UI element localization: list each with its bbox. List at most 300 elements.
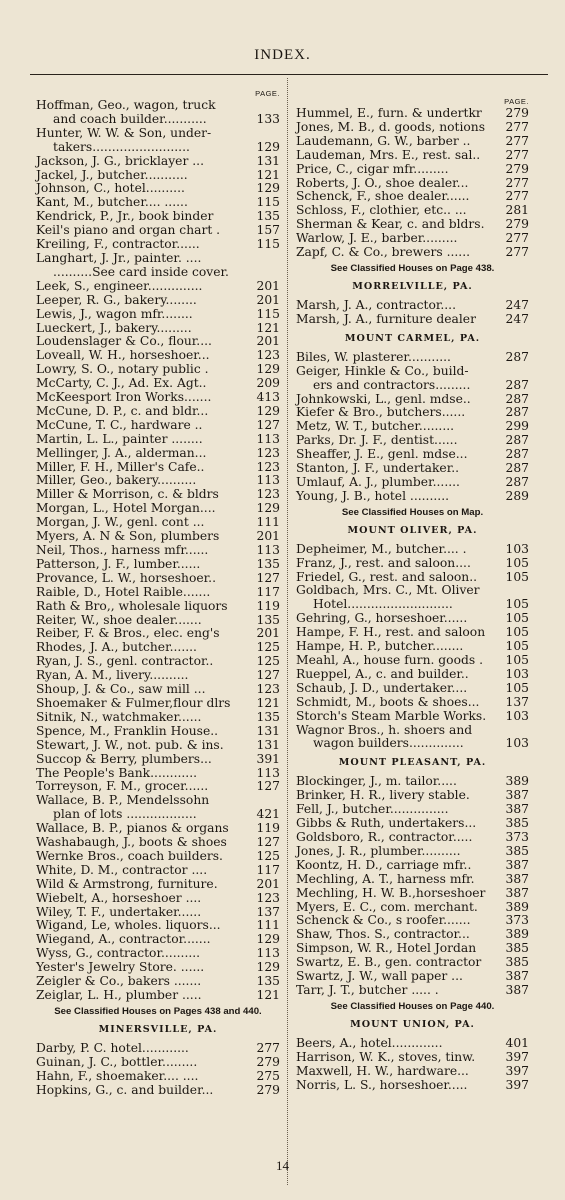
entry-name: Schaub, J. D., undertaker.... [296, 680, 468, 695]
entry-page: 119 [256, 821, 280, 836]
index-entry [296, 584, 529, 598]
entry-page: 287 [505, 349, 529, 364]
index-entry [296, 654, 529, 668]
index-entry [296, 232, 529, 246]
index-entry [36, 447, 280, 461]
entry-name: Hunter, W. W. & Son, under- [36, 125, 212, 140]
index-entry [296, 420, 529, 434]
entry-name: Laudeman, Mrs. E., rest. sal.. [296, 147, 481, 162]
entry-page: 387 [505, 885, 529, 900]
entry-page: 135 [256, 556, 280, 571]
entry-page: 201 [256, 529, 280, 544]
entry-name: Jackson, J. G., bricklayer ... [36, 153, 204, 168]
index-entry [36, 349, 280, 363]
entry-name: Young, J. B., hotel .......... [296, 488, 450, 503]
entry-name: Warlow, J. E., barber......... [296, 231, 458, 246]
entry-name: Miller & Morrison, c. & bldrs [36, 487, 219, 502]
entry-name: Marsh, J. A., contractor.... [296, 297, 457, 312]
entry-name: Sitnik, N., watchmaker...... [36, 709, 202, 724]
entry-name: Reiber, F. & Bros., elec. eng's [36, 626, 220, 641]
entry-page: 389 [505, 927, 529, 942]
entry-name: Hahn, F., shoemaker.... .... [36, 1068, 199, 1083]
entry-page: 279 [256, 1082, 280, 1097]
entry-name: Guinan, J. C., bottler......... [36, 1054, 198, 1069]
index-entry [36, 308, 280, 322]
entry-name: Sherman & Kear, c. and bldrs. [296, 217, 485, 232]
entry-page: 117 [256, 584, 280, 599]
index-entry [36, 892, 280, 906]
entry-page: 125 [256, 654, 280, 669]
entry-page: 103 [505, 708, 529, 723]
index-entry [36, 127, 280, 141]
entry-name: Morgan, J. W., genl. cont ... [36, 515, 205, 530]
entry-name: plan of lots .................. [53, 807, 197, 822]
index-entry [36, 780, 280, 794]
index-entry [36, 822, 280, 836]
entry-page: 277 [505, 175, 529, 190]
page-column-label: PAGE. [504, 97, 529, 106]
entry-name: Goldsboro, R., contractor..... [296, 829, 473, 844]
entry-page: 201 [256, 626, 280, 641]
index-entry [296, 1051, 529, 1065]
entry-page: 129 [256, 362, 280, 377]
right-column [296, 97, 529, 1092]
entry-name: Johnkowski, L., genl. mdse.. [296, 391, 471, 406]
index-entry [36, 182, 280, 196]
entry-page: 103 [505, 666, 529, 681]
index-entry [36, 419, 280, 433]
classified-note: See Classified Houses on Pages 438 and 440. [54, 1005, 262, 1017]
entry-page: 413 [256, 390, 280, 405]
entry-name: Schmidt, M., boots & shoes... [296, 694, 480, 709]
entry-name: Wallace, B. P., pianos & organs [36, 821, 229, 836]
entry-page: 373 [505, 829, 529, 844]
entry-name: Simpson, W. R., Hotel Jordan [296, 941, 477, 956]
page-number: 14 [276, 1158, 289, 1173]
index-entry [296, 598, 529, 612]
classified-note: See Classified Houses on Map. [341, 506, 484, 518]
entry-name: Hopkins, G., c. and builder... [36, 1082, 214, 1097]
entry-page: 421 [256, 807, 280, 822]
entry-name: Neil, Thos., harness mfr...... [36, 543, 209, 557]
entry-page: 105 [505, 680, 529, 695]
entry-name: Zeiglar, L. H., plumber ..... [36, 988, 202, 1002]
entry-page: 111 [256, 515, 280, 530]
entry-page: 125 [256, 640, 280, 655]
entry-name: Norris, L. S., horseshoer..... [296, 1077, 468, 1092]
entry-page: 125 [256, 848, 280, 863]
entry-name: Wiebelt, A., horseshoer .... [36, 890, 202, 905]
entry-page: 277 [256, 1040, 280, 1055]
entry-name: Johnson, C., hotel.......... [36, 181, 185, 196]
entry-name: Shaw, Thos. S., contractor... [296, 927, 470, 942]
entry-page: 127 [256, 779, 280, 794]
index-entry [36, 461, 280, 475]
index-entry [36, 294, 280, 308]
entry-page: 127 [256, 668, 280, 683]
index-entry [296, 448, 529, 462]
index-entry [296, 1037, 529, 1051]
entry-page: 123 [256, 445, 280, 460]
index-entry [296, 299, 529, 313]
index-entry [36, 1042, 280, 1056]
entry-page: 387 [505, 802, 529, 817]
index-entry [296, 149, 529, 163]
entry-name: Gibbs & Ruth, undertakers... [296, 816, 477, 831]
index-entry [296, 626, 529, 640]
entry-page: 131 [256, 153, 280, 168]
entry-name: Kiefer & Bro., butchers...... [296, 405, 466, 420]
index-entry [36, 99, 280, 113]
entry-page: 247 [505, 311, 529, 326]
entry-page: 119 [256, 598, 280, 613]
index-entry [36, 238, 280, 252]
entry-name: Wagnor Bros., h. shoers and [296, 722, 473, 737]
entry-page: 281 [505, 203, 529, 218]
index-entry [296, 724, 529, 738]
entry-page: 279 [505, 161, 529, 176]
entry-name: Spence, M., Franklin House.. [36, 723, 219, 738]
entry-name: McKeesport Iron Works....... [36, 390, 212, 405]
index-entry [36, 391, 280, 405]
index-entry [36, 586, 280, 600]
entry-page: 277 [505, 133, 529, 148]
entry-name: Lowry, S. O., notary public . [36, 362, 209, 377]
entry-name: Marsh, J. A., furniture dealer [296, 311, 476, 326]
index-entry [36, 975, 280, 989]
entry-name: Langhart, J. Jr., painter. .... [36, 250, 202, 265]
index-entry [296, 351, 529, 365]
index-entry [36, 933, 280, 947]
index-entry [296, 873, 529, 887]
index-entry [296, 313, 529, 327]
entry-name: Mechling, A. T., harness mfr. [296, 871, 475, 886]
entry-page: 279 [256, 1054, 280, 1069]
entry-name: Lueckert, J., bakery......... [36, 320, 192, 335]
entry-page: 299 [505, 419, 529, 434]
index-entry [36, 919, 280, 933]
classified-note: See Classified Houses on Page 438. [330, 262, 495, 274]
entry-name: Mechling, H. W. B.,horseshoer [296, 885, 486, 900]
entry-page: 123 [256, 890, 280, 905]
entry-name: Kendrick, P., Jr., book binder [36, 209, 214, 224]
entry-page: 123 [256, 348, 280, 363]
index-entry [296, 121, 529, 135]
entry-page: 129 [256, 181, 280, 196]
entry-page: 117 [256, 862, 280, 877]
entry-page: 135 [256, 612, 280, 627]
entry-page: 129 [256, 960, 280, 975]
index-entry [296, 640, 529, 654]
entry-page: 127 [256, 835, 280, 850]
entry-name: Zeigler & Co., bakers ....... [36, 974, 202, 989]
index-entry [296, 845, 529, 859]
entry-name: Harrison, W. K., stoves, tinw. [296, 1049, 476, 1064]
entry-page: 201 [256, 292, 280, 307]
entry-page: 129 [256, 403, 280, 418]
index-entry [296, 571, 529, 585]
index-entry [36, 252, 280, 266]
entry-name: Leek, S., engineer.............. [36, 278, 203, 293]
index-entry [36, 322, 280, 336]
section-heading: MORRELVILLE, PA. [352, 280, 473, 292]
entry-name: Jones, J. R., plumber.......... [296, 843, 461, 858]
index-entry [296, 476, 529, 490]
entry-page: 389 [505, 774, 529, 789]
section-heading: MOUNT PLEASANT, PA. [338, 757, 487, 769]
entry-page: 397 [505, 1049, 529, 1064]
entry-name: Fell, J., butcher............... [296, 802, 449, 817]
index-entry [36, 767, 280, 781]
index-entry [36, 864, 280, 878]
entry-page: 105 [505, 653, 529, 667]
entry-page: 115 [256, 306, 280, 321]
entry-page: 387 [505, 969, 529, 984]
entry-name: Wallace, B. P., Mendelssohn [36, 793, 210, 808]
entry-name: Hampe, H. P., butcher........ [296, 639, 464, 654]
index-entry [296, 557, 529, 571]
index-entry [296, 107, 529, 121]
entry-page: 121 [256, 320, 280, 335]
index-entry [36, 502, 280, 516]
entry-page: 277 [505, 189, 529, 204]
entry-name: Wyss, G., contractor.......... [36, 946, 201, 961]
entry-name: Meahl, A., house furn. goods . [296, 653, 483, 667]
index-entry [296, 956, 529, 970]
entry-name: Metz, W. T., butcher......... [296, 419, 455, 434]
entry-page: 135 [256, 209, 280, 224]
index-entry [36, 335, 280, 349]
entry-page: 401 [505, 1035, 529, 1050]
index-entry [36, 725, 280, 739]
entry-page: 105 [505, 555, 529, 570]
page-title: INDEX. [254, 47, 311, 63]
entry-page: 135 [256, 974, 280, 989]
entry-name: Wiegand, A., contractor....... [36, 932, 211, 947]
entry-name: Tarr, J. T., butcher ..... . [296, 982, 439, 997]
entry-page: 287 [505, 377, 529, 392]
entry-page: 127 [256, 570, 280, 585]
index-entry [36, 947, 280, 961]
entry-name: Wiley, T. F., undertaker...... [36, 904, 202, 919]
entry-page: 289 [505, 488, 529, 503]
index-entry [36, 363, 280, 377]
entry-name: Umlauf, A. J., plumber....... [296, 474, 460, 489]
index-entry [36, 210, 280, 224]
entry-page: 113 [256, 473, 280, 488]
entry-name: Rath & Bro,, wholesale liquors [36, 598, 228, 613]
index-entry [36, 433, 280, 447]
index-entry [36, 224, 280, 238]
index-entry [296, 737, 529, 751]
entry-page: 201 [256, 278, 280, 293]
entry-page: 373 [505, 913, 529, 928]
entry-name: Loveall, W. H., horseshoer... [36, 348, 210, 363]
entry-name: Hotel........................... [313, 597, 453, 612]
left-column [36, 89, 280, 1098]
entry-name: Ryan, A. M., livery.......... [36, 668, 189, 683]
entry-name: Shoemaker & Fulmer,flour dlrs [36, 695, 231, 710]
index-entry [296, 543, 529, 557]
entry-page: 389 [505, 899, 529, 914]
entry-page: 287 [505, 391, 529, 406]
entry-page: 287 [505, 461, 529, 476]
entry-name: Yester's Jewelry Store. ...... [36, 960, 205, 975]
entry-page: 103 [505, 736, 529, 751]
entry-name: Stanton, J. F., undertaker.. [296, 461, 460, 476]
index-entry [296, 393, 529, 407]
section-heading: MINERSVILLE, PA. [98, 1023, 218, 1035]
index-entry [36, 474, 280, 488]
entry-name: Rueppel, A., c. and builder.. [296, 666, 469, 681]
index-entry [296, 668, 529, 682]
index-entry [36, 405, 280, 419]
entry-page: 385 [505, 816, 529, 831]
index-entry [296, 163, 529, 177]
entry-page: 105 [505, 639, 529, 654]
entry-name: Reiter, W., shoe dealer....... [36, 612, 202, 627]
entry-name: Wernke Bros., coach builders. [36, 848, 223, 863]
entry-name: Miller, F. H., Miller's Cafe.. [36, 459, 205, 474]
index-entry [296, 434, 529, 448]
index-entry [296, 831, 529, 845]
entry-name: Hummel, E., furn. & undertkr [296, 106, 482, 120]
index-entry [36, 961, 280, 975]
index-entry [296, 928, 529, 942]
entry-page: 385 [505, 941, 529, 956]
index-entry [36, 1056, 280, 1070]
entry-page: 387 [505, 871, 529, 886]
header-rule [30, 74, 548, 75]
entry-name: McCarty, C. J., Ad. Ex. Agt.. [36, 376, 207, 391]
index-entry [296, 789, 529, 803]
section-heading: MOUNT UNION, PA. [350, 1018, 475, 1030]
entry-page: 123 [256, 487, 280, 502]
index-entry [36, 600, 280, 614]
index-entry [296, 1079, 529, 1093]
index-entry [36, 850, 280, 864]
entry-page: 105 [505, 569, 529, 584]
entry-name: Zapf, C. & Co., brewers ...... [296, 245, 471, 260]
page-column-label: PAGE. [255, 89, 280, 98]
entry-name: Biles, W. plasterer........... [296, 349, 451, 364]
index-entry [36, 266, 280, 280]
index-entry [36, 808, 280, 822]
entry-name: Keil's piano and organ chart . [36, 223, 221, 238]
entry-name: Swartz, J. W., wall paper ... [296, 969, 463, 984]
index-entry [36, 711, 280, 725]
entry-page: 131 [256, 737, 280, 752]
entry-page: 135 [256, 709, 280, 724]
entry-page: 113 [256, 765, 280, 780]
index-entry [36, 155, 280, 169]
index-entry [36, 544, 280, 558]
entry-page: 113 [256, 431, 280, 446]
entry-page: 277 [505, 147, 529, 162]
index-entry [36, 655, 280, 669]
entry-page: 387 [505, 788, 529, 803]
index-entry [296, 901, 529, 915]
entry-page: 391 [256, 751, 280, 766]
index-entry [296, 177, 529, 191]
index-entry [36, 169, 280, 183]
entry-page: 123 [256, 459, 280, 474]
index-entry [296, 942, 529, 956]
index-entry [36, 572, 280, 586]
entry-page: 247 [505, 297, 529, 312]
index-entry [36, 627, 280, 641]
entry-name: Lewis, J., wagon mfr........ [36, 306, 193, 321]
column-divider [287, 78, 289, 1185]
entry-page: 115 [256, 195, 280, 210]
index-entry [36, 280, 280, 294]
index-entry [296, 682, 529, 696]
index-entry [296, 696, 529, 710]
entry-name: Shoup, J. & Co., saw mill ... [36, 682, 206, 697]
classified-note: See Classified Houses on Page 440. [330, 1000, 495, 1012]
index-entry [296, 246, 529, 260]
entry-page: 137 [256, 904, 280, 919]
entry-page: 277 [505, 231, 529, 246]
entry-page: 385 [505, 843, 529, 858]
entry-page: 279 [505, 217, 529, 232]
entry-name: Laudemann, G. W., barber .. [296, 133, 471, 148]
entry-name: Roberts, J. O., shoe dealer... [296, 175, 469, 190]
entry-name: Geiger, Hinkle & Co., build- [296, 363, 469, 378]
index-entry [296, 970, 529, 984]
entry-name: Ryan, J. S., genl. contractor.. [36, 654, 214, 669]
entry-page: 129 [256, 139, 280, 154]
entry-name: McCune, T. C., hardware .. [36, 417, 203, 432]
entry-page: 123 [256, 682, 280, 697]
index-entry [36, 141, 280, 155]
entry-name: Myers, E. C., com. merchant. [296, 899, 478, 914]
entry-page: 287 [505, 433, 529, 448]
entry-page: 105 [505, 611, 529, 626]
entry-name: Beers, A., hotel............. [296, 1035, 443, 1050]
entry-name: Depheimer, M., butcher.... . [296, 541, 467, 556]
index-entry [36, 113, 280, 127]
entry-name: Price, C., cigar mfr......... [296, 161, 449, 176]
entry-name: White, D. M., contractor .... [36, 862, 208, 877]
entry-name: Darby, P. C. hotel............ [36, 1040, 189, 1055]
index-entry [296, 406, 529, 420]
entry-page: 287 [505, 447, 529, 462]
entry-page: 105 [505, 597, 529, 612]
entry-name: Mellinger, J. A., alderman... [36, 445, 207, 460]
index-entry [36, 794, 280, 808]
entry-name: Jones, M. B., d. goods, notions [296, 119, 486, 134]
index-entry [36, 196, 280, 210]
entry-name: Franz, J., rest. and saloon.... [296, 555, 471, 570]
index-entry [296, 710, 529, 724]
index-entry [36, 377, 280, 391]
entry-name: ..........See card inside cover. [53, 264, 229, 279]
index-entry [296, 490, 529, 504]
entry-page: 113 [256, 946, 280, 961]
entry-name: takers......................... [53, 139, 190, 154]
entry-name: Schenck, F., shoe dealer...... [296, 189, 470, 204]
entry-page: 111 [256, 918, 280, 933]
entry-page: 121 [256, 167, 280, 182]
index-entry [36, 739, 280, 753]
index-entry [36, 641, 280, 655]
index-entry [296, 612, 529, 626]
entry-page: 397 [505, 1063, 529, 1078]
entry-name: Schloss, F., clothier, etc.. ... [296, 203, 467, 218]
entry-name: Provance, L. W., horseshoer.. [36, 570, 216, 585]
entry-page: 385 [505, 955, 529, 970]
